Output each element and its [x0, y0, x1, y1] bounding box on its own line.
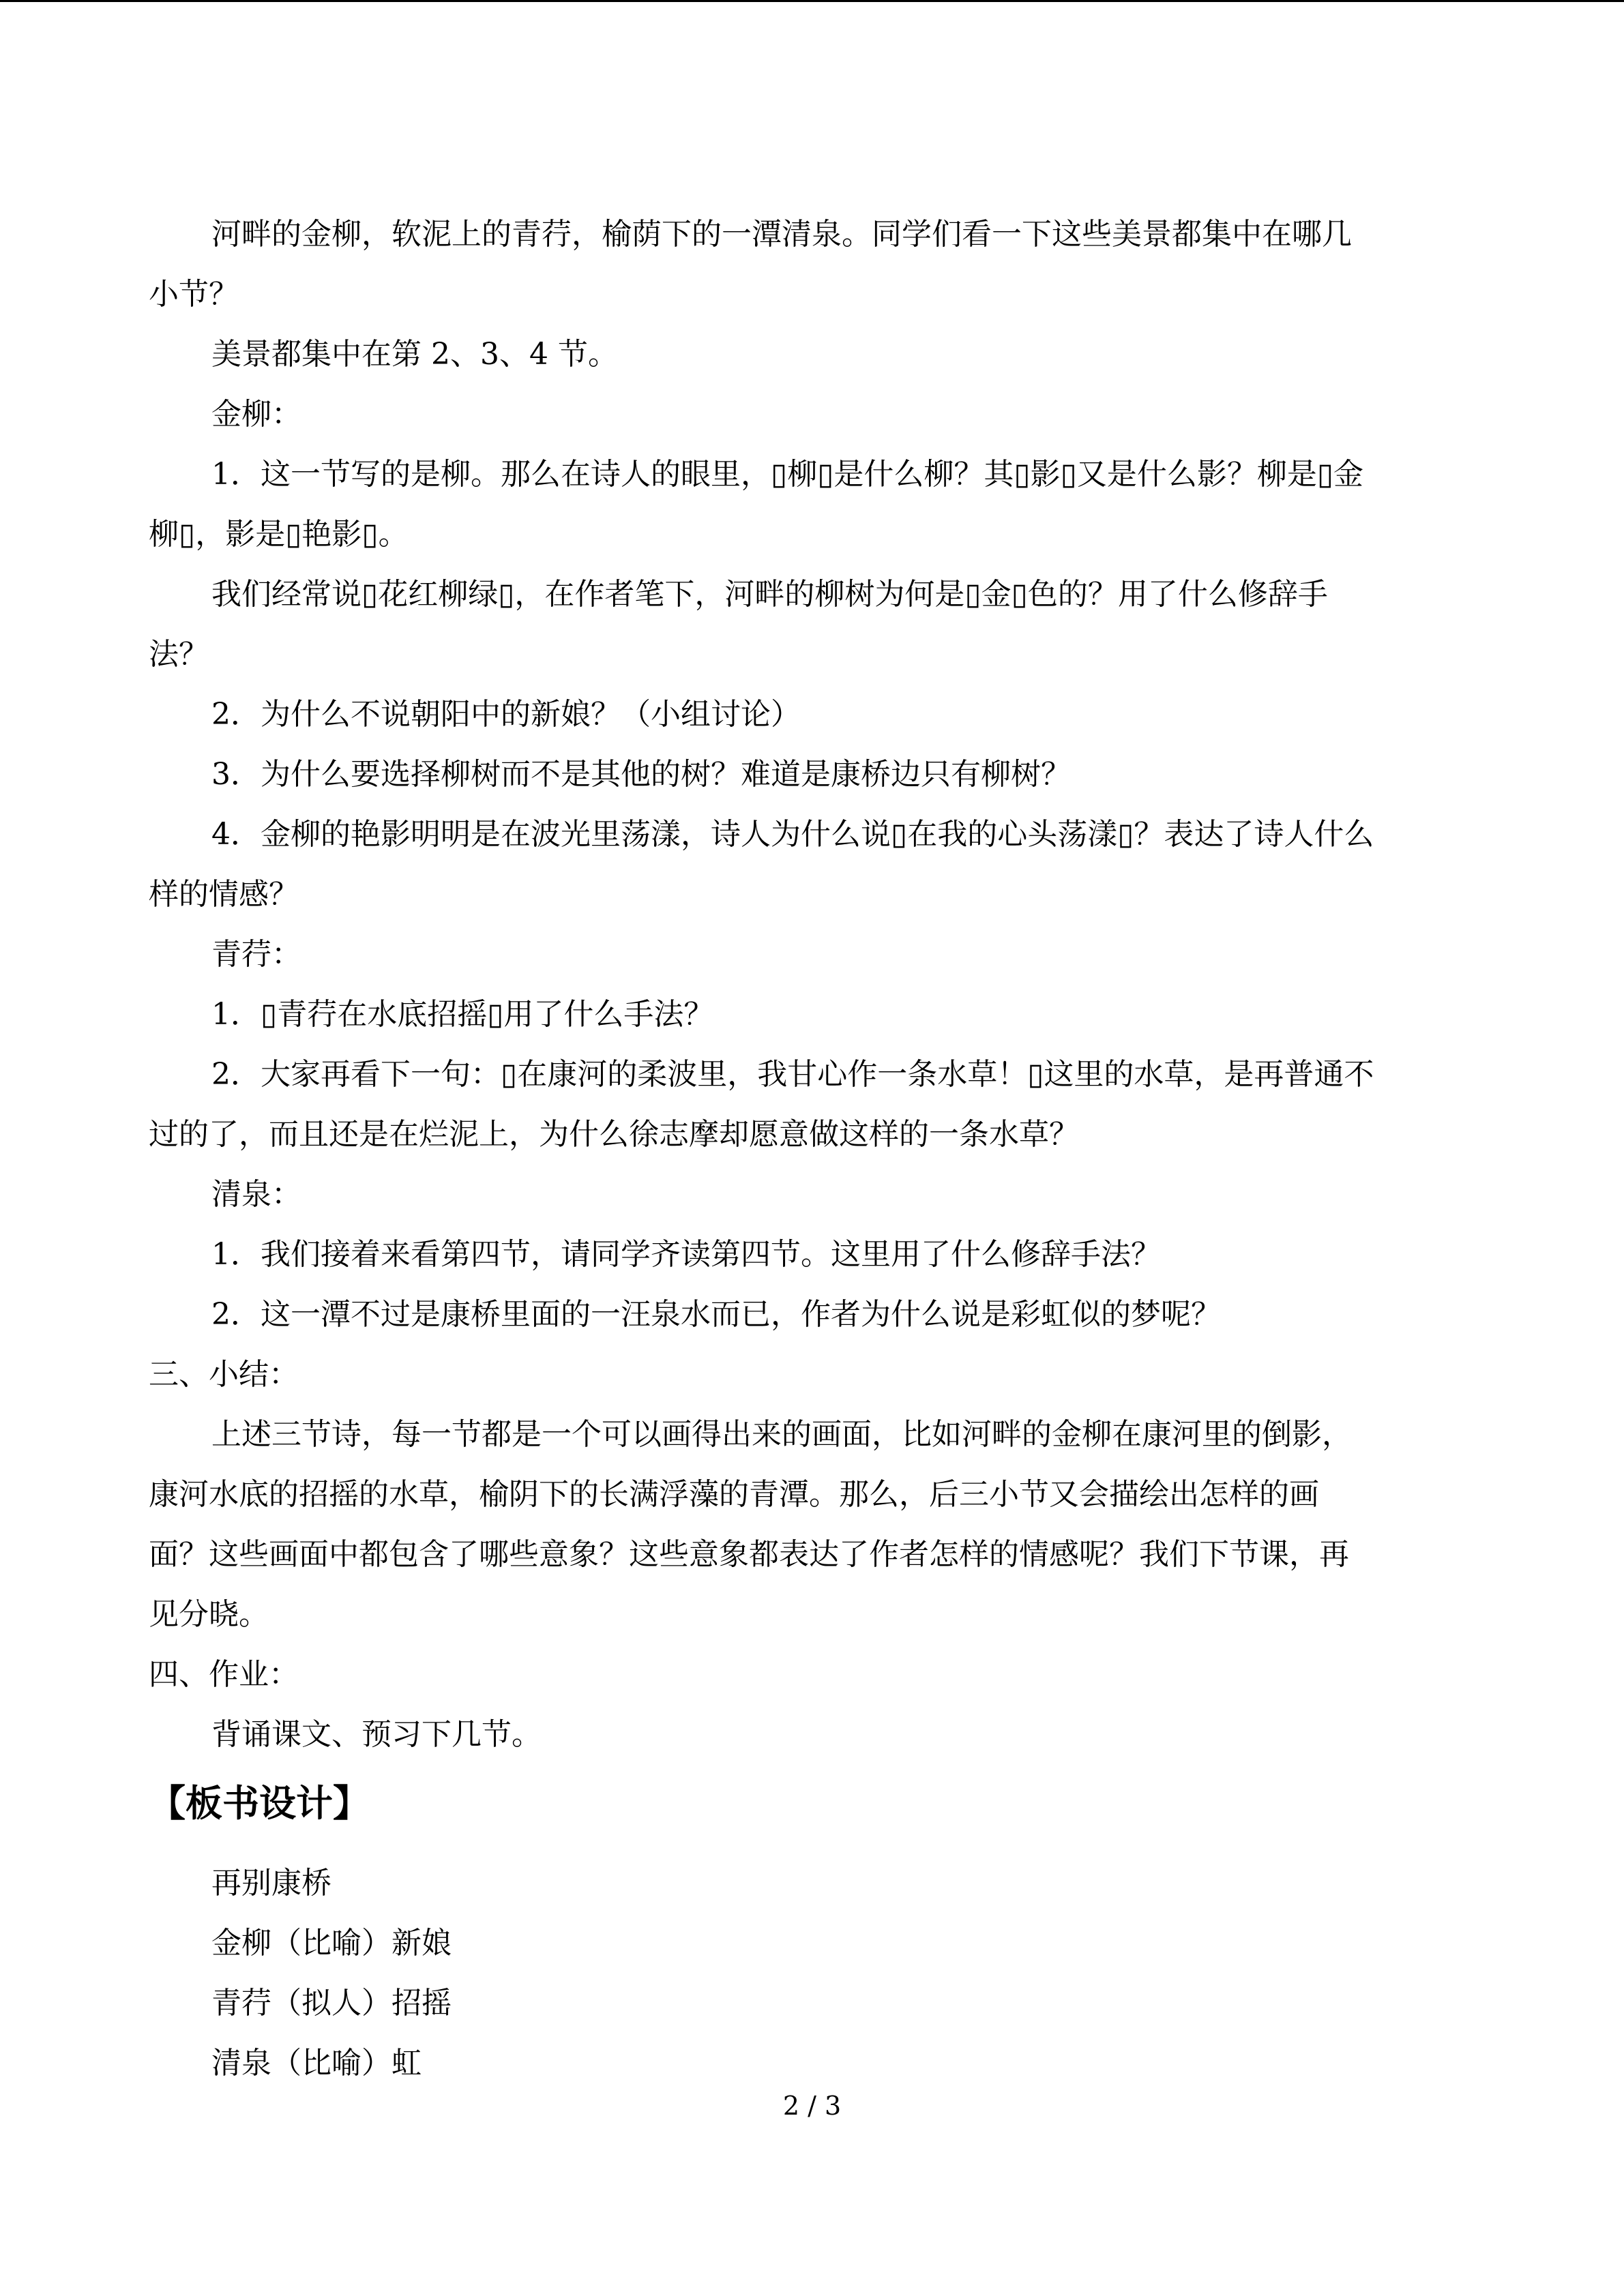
text-line: 河畔的金柳，软泥上的青荇，榆荫下的一潭清泉。同学们看一下这些美景都集中在哪几	[211, 217, 1352, 252]
text-line: 法？	[149, 637, 209, 672]
text-line: 样的情感？	[149, 877, 299, 912]
text-line: 金柳：	[211, 397, 301, 432]
board-line: 清泉（比喻）虹	[211, 2046, 422, 2081]
text-line: 柳▯，影是▯艳影▯。	[149, 517, 409, 552]
board-line: 青荇（拟人）招摇	[211, 1986, 452, 2021]
page-number: 2 / 3	[782, 2091, 842, 2121]
text-line: 美景都集中在第 2、3、4 节。	[211, 337, 618, 372]
document-body	[149, 205, 1476, 1765]
text-line: 2．为什么不说朝阳中的新娘？（小组讨论）	[211, 697, 801, 732]
text-line: 面？这些画面中都包含了哪些意象？这些意象都表达了作者怎样的情感呢？我们下节课，再	[149, 1537, 1349, 1572]
text-line: 康河水底的招摇的水草，榆阴下的长满浮藻的青潭。那么，后三小节又会描绘出怎样的画	[149, 1477, 1319, 1512]
text-line: 2．大家再看下一句：▯在康河的柔波里，我甘心作一条水草！▯这里的水草，是再普通不	[211, 1057, 1374, 1092]
text-line: 4．金柳的艳影明明是在波光里荡漾，诗人为什么说▯在我的心头荡漾▯？表达了诗人什么	[211, 817, 1374, 852]
text-line: 三、小结：	[149, 1357, 299, 1392]
board-line: 金柳（比喻）新娘	[211, 1926, 452, 1960]
top-border-rule	[0, 0, 1624, 2]
text-line: 上述三节诗，每一节都是一个可以画得出来的画面，比如河畔的金柳在康河里的倒影，	[211, 1417, 1352, 1452]
text-line: 1．这一节写的是柳。那么在诗人的眼里，▯柳▯是什么柳？其▯影▯又是什么影？柳是▯金	[211, 457, 1364, 492]
text-line: 小节？	[149, 277, 239, 312]
text-line: 过的了，而且还是在烂泥上，为什么徐志摩却愿意做这样的一条水草？	[149, 1117, 1079, 1152]
text-line: 四、作业：	[149, 1657, 299, 1692]
text-line: 背诵课文、预习下几节。	[211, 1717, 542, 1752]
text-line: 2．这一潭不过是康桥里面的一汪泉水而已，作者为什么说是彩虹似的梦呢？	[211, 1297, 1221, 1332]
board-design-heading: 【板书设计】	[149, 1781, 370, 1825]
text-line: 1．▯青荇在水底招摇▯用了什么手法？	[211, 997, 714, 1032]
text-line: 清泉：	[211, 1177, 301, 1212]
text-line: 我们经常说▯花红柳绿▯，在作者笔下，河畔的柳树为何是▯金▯色的？用了什么修辞手	[211, 577, 1328, 612]
text-line: 青荇：	[211, 937, 301, 972]
board-design-block	[149, 1853, 1476, 2093]
text-line: 1．我们接着来看第四节，请同学齐读第四节。这里用了什么修辞手法？	[211, 1237, 1161, 1272]
document-page	[149, 205, 1476, 2093]
text-line: 3．为什么要选择柳树而不是其他的树？难道是康桥边只有柳树？	[211, 757, 1071, 792]
text-line: 见分晓。	[149, 1597, 269, 1632]
board-line: 再别康桥	[211, 1866, 331, 1900]
